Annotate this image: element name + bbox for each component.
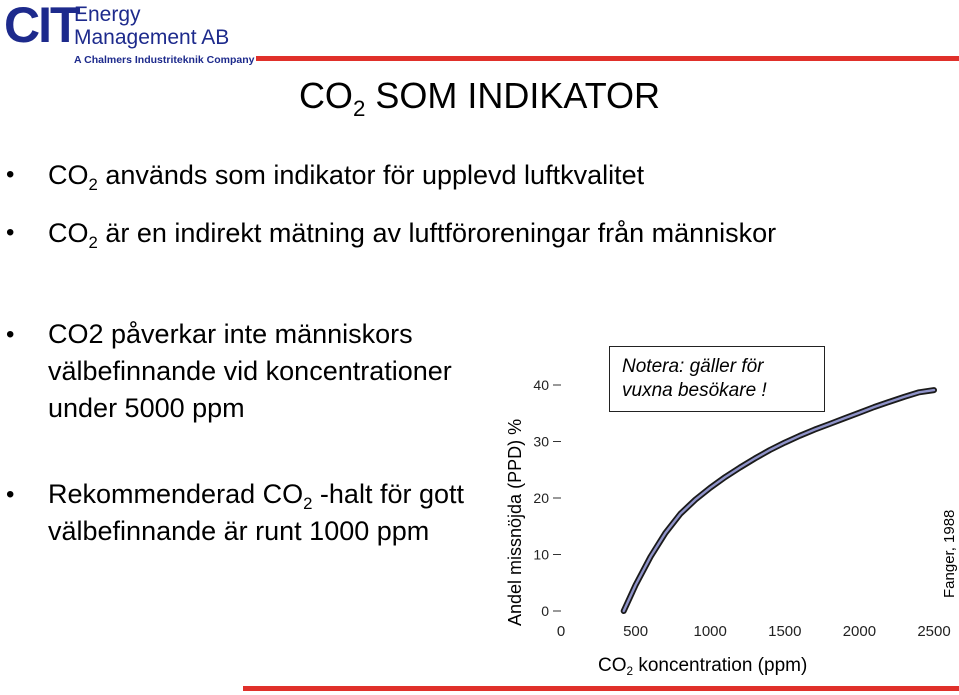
bullet-subscript: 2: [88, 174, 98, 194]
bullet-text-rest: används som indikator för upplevd luftkvalitet: [97, 160, 645, 190]
x-tick-label: 500: [623, 623, 649, 640]
x-axis-label-text: CO: [598, 655, 627, 676]
y-axis-label: Andel missnöjda (PPD) %: [505, 418, 525, 626]
x-tick-label: 0: [556, 623, 566, 640]
logo-text-energy: Energy: [74, 3, 141, 26]
y-tick-label: 30: [533, 433, 549, 450]
bullet-text: Rekommenderad CO: [48, 479, 304, 509]
bullet-wellbeing: [48, 316, 488, 427]
logo-text-management: Management AB: [74, 26, 230, 49]
y-tick-label: 20: [533, 490, 549, 506]
ppd-curve: [624, 390, 934, 611]
x-tick-label: 1000: [693, 623, 727, 640]
title-subscript: 2: [352, 95, 366, 121]
note-line-2: vuxna besökare !: [622, 380, 767, 401]
note-box: [609, 346, 825, 412]
x-tick-label: 2500: [917, 623, 951, 640]
bullet-subscript: 2: [303, 493, 313, 513]
title-text: CO: [298, 75, 353, 116]
logo-subtitle: A Chalmers Industriteknik Company: [74, 54, 255, 66]
ppd-curve-outline: [624, 390, 934, 611]
chart-source-credit: Fanger, 1988: [941, 509, 958, 598]
bullet-subscript: 2: [88, 232, 98, 252]
x-axis-label-rest: koncentration (ppm): [633, 655, 808, 676]
bullet-recommendation: [48, 476, 488, 550]
title-text-rest: SOM INDIKATOR: [365, 75, 661, 116]
top-divider: [256, 56, 959, 61]
bullet-text-rest: är en indirekt mätning av luftföroreningar från människor: [97, 218, 777, 248]
bullet-text: CO2 påverkar inte människors välbefinnande vid koncentrationer under 5000 ppm: [48, 319, 452, 423]
logo-mark: CIT: [4, 0, 79, 53]
y-tick-label: 40: [533, 377, 549, 393]
note-line-1: Notera: gäller för: [622, 356, 764, 377]
x-tick-label: 1500: [768, 623, 802, 640]
bullet-text: CO: [48, 218, 89, 248]
bullet-indirect-measure: [48, 215, 928, 251]
bullet-indicator: [48, 157, 928, 193]
bottom-divider: [243, 686, 959, 691]
x-tick-label: 2000: [842, 623, 877, 640]
y-tick-label: 0: [541, 603, 549, 619]
bullet-text-rest: -halt för gott välbefinnande är runt 1000 ppm: [48, 479, 464, 546]
y-tick-label: 10: [533, 546, 549, 563]
slide-title: [0, 75, 959, 121]
bullet-text: CO: [48, 160, 89, 190]
x-axis-label: [598, 655, 807, 677]
x-axis-label-subscript: 2: [626, 665, 634, 679]
